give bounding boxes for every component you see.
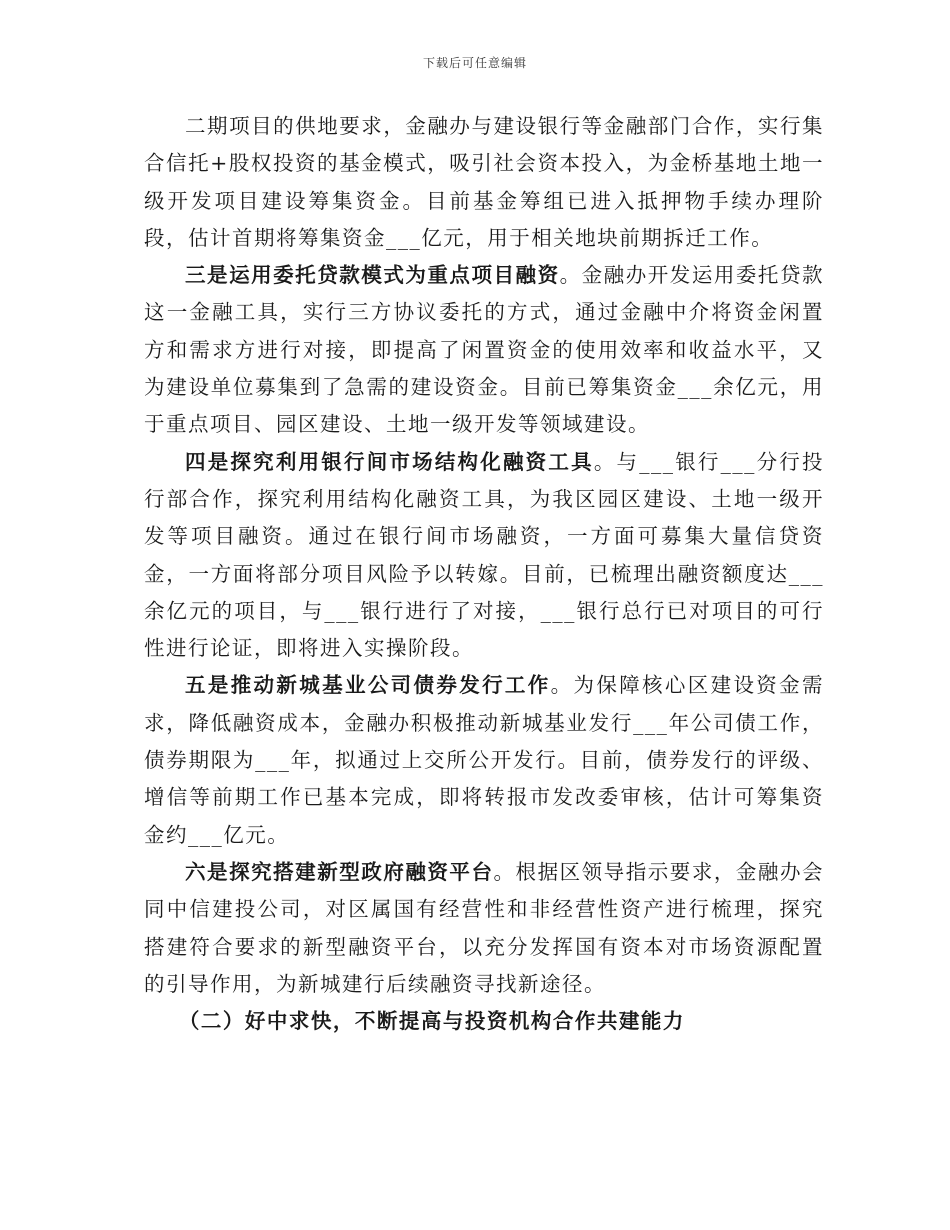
- paragraph-2-body: 。金融办开发运用委托贷款这一金融工具，实行三方协议委托的方式，通过金融中介将资金闲置方和需求方进行对接，即提高了闲置资金的使用效率和收益水平，又为建设单位募集到了急需的建设资金。目前已筹集资金___余亿元，用于重点项目、园区建设、土地一级开发等领域建设。: [144, 263, 825, 437]
- paragraph-3: [144, 444, 824, 668]
- page-header: 下载后可任意编辑: [422, 56, 527, 70]
- paragraph-3-body: 。与___银行___分行投行部合作，探究利用结构化融资工具，为我区园区建设、土地一级开发等项目融资。通过在银行间市场融资，一方面可募集大量信贷资金，一方面将部分项目风险予以转嫁。目前，已梳理出融资额度达___余亿元的项目，与___银行进行了对接，___银行总行已对项目的可行性进行论证，即将进入实操阶段。: [144, 449, 825, 661]
- paragraph-2: [144, 257, 824, 443]
- paragraph-5: [144, 854, 824, 1003]
- document-body: [144, 108, 824, 1040]
- paragraph-1: [144, 108, 824, 257]
- paragraph-5-lead: 六是探究搭建新型政府融资平台: [185, 859, 494, 884]
- paragraph-3-lead: 四是探究利用银行间市场结构化融资工具: [185, 449, 594, 474]
- paragraph-5-body: 。根据区领导指示要求，金融办会同中信建投公司，对区属国有经营性和非经营性资产进行梳理，探究搭建符合要求的新型融资平台，以充分发挥国有资本对市场资源配置的引导作用，为新城建行后续融资寻找新途径。: [144, 859, 824, 996]
- paragraph-4: [144, 667, 824, 853]
- paragraph-1-body: 二期项目的供地要求，金融办与建设银行等金融部门合作，实行集合信托+股权投资的基金模式，吸引社会资本投入，为金桥基地土地一级开发项目建设筹集资金。目前基金筹组已进入抵押物手续办理阶段，估计首期将筹集资金___亿元，用于相关地块前期拆迁工作。: [144, 114, 824, 250]
- paragraph-4-body: 。为保障核心区建设资金需求，降低融资成本，金融办积极推动新城基业发行___年公司债工作，债券期限为___年，拟通过上交所公开发行。目前，债券发行的评级、增信等前期工作已基本完成，即将转报市发改委审核，估计可筹集资金约___亿元。: [144, 673, 825, 847]
- paragraph-2-lead: 三是运用委托贷款模式为重点项目融资: [185, 263, 560, 288]
- section-heading: （二）好中求快，不断提高与投资机构合作共建能力: [178, 1009, 685, 1034]
- paragraph-4-lead: 五是推动新城基业公司债券发行工作: [185, 673, 551, 698]
